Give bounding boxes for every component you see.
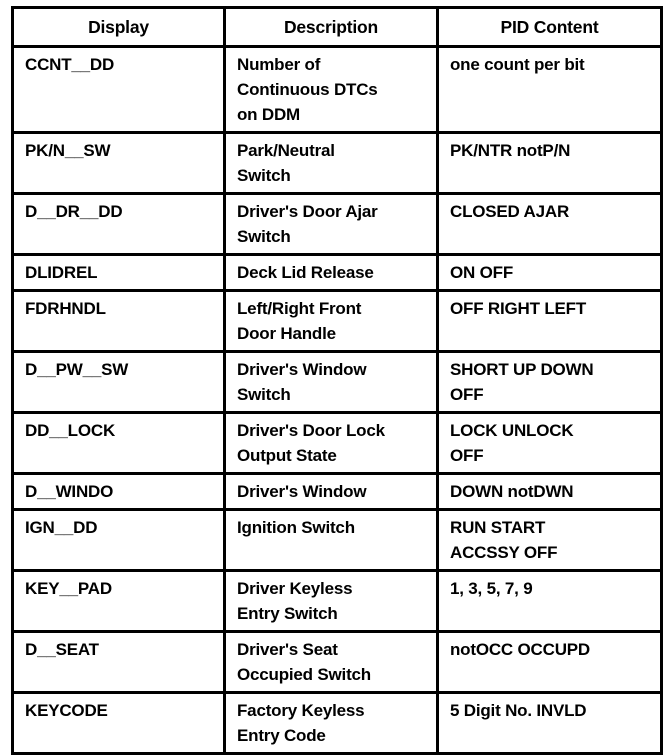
cell-display bbox=[13, 255, 225, 291]
table-row bbox=[13, 194, 662, 255]
cell-display-text: FDRHNDL bbox=[25, 299, 106, 318]
cell-display bbox=[13, 291, 225, 352]
cell-description bbox=[225, 194, 438, 255]
table-row bbox=[13, 133, 662, 194]
cell-pid-content-text: ON OFF bbox=[450, 263, 514, 282]
cell-description bbox=[225, 571, 438, 632]
cell-display-text: PK/N__SW bbox=[25, 141, 111, 160]
cell-description bbox=[225, 693, 438, 754]
cell-display bbox=[13, 510, 225, 571]
table-row bbox=[13, 47, 662, 133]
cell-pid-content-text: notOCC OCCUPD bbox=[450, 640, 590, 659]
cell-pid-content-text: RUN START ACCSSY OFF bbox=[450, 518, 558, 562]
cell-description bbox=[225, 510, 438, 571]
cell-display-text: KEY__PAD bbox=[25, 579, 112, 598]
cell-display bbox=[13, 47, 225, 133]
cell-pid-content-text: LOCK UNLOCK OFF bbox=[450, 421, 574, 465]
cell-display-text: CCNT__DD bbox=[25, 55, 115, 74]
cell-pid-content bbox=[438, 413, 662, 474]
cell-pid-content bbox=[438, 474, 662, 510]
table-row bbox=[13, 291, 662, 352]
cell-description bbox=[225, 632, 438, 693]
cell-description bbox=[225, 474, 438, 510]
cell-pid-content-text: SHORT UP DOWN OFF bbox=[450, 360, 594, 404]
pid-table bbox=[11, 6, 663, 755]
cell-description-text: Driver's Door Lock Output State bbox=[237, 421, 385, 465]
cell-pid-content-text: PK/NTR notP/N bbox=[450, 141, 571, 160]
cell-display-text: D__WINDO bbox=[25, 482, 114, 501]
cell-display bbox=[13, 571, 225, 632]
table-row bbox=[13, 474, 662, 510]
cell-display bbox=[13, 413, 225, 474]
cell-pid-content-text: DOWN notDWN bbox=[450, 482, 574, 501]
cell-display-text: KEYCODE bbox=[25, 701, 108, 720]
cell-display-text: D__DR__DD bbox=[25, 202, 123, 221]
cell-pid-content bbox=[438, 510, 662, 571]
cell-description-text: Driver's Window Switch bbox=[237, 360, 367, 404]
table-row bbox=[13, 255, 662, 291]
cell-description-text: Deck Lid Release bbox=[237, 263, 374, 282]
cell-pid-content bbox=[438, 291, 662, 352]
cell-pid-content bbox=[438, 194, 662, 255]
cell-pid-content bbox=[438, 133, 662, 194]
cell-description bbox=[225, 291, 438, 352]
cell-description-text: Number of Continuous DTCs on DDM bbox=[237, 55, 378, 124]
cell-pid-content-text: 1, 3, 5, 7, 9 bbox=[450, 579, 533, 598]
cell-description-text: Factory Keyless Entry Code bbox=[237, 701, 365, 745]
cell-display-text: DLIDREL bbox=[25, 263, 98, 282]
table-body bbox=[13, 47, 662, 754]
cell-description-text: Driver's Seat Occupied Switch bbox=[237, 640, 371, 684]
cell-pid-content-text: 5 Digit No. INVLD bbox=[450, 701, 587, 720]
cell-display bbox=[13, 352, 225, 413]
cell-description bbox=[225, 352, 438, 413]
cell-description-text: Driver Keyless Entry Switch bbox=[237, 579, 353, 623]
header-display: Display bbox=[13, 8, 225, 47]
cell-pid-content bbox=[438, 693, 662, 754]
cell-pid-content bbox=[438, 255, 662, 291]
cell-pid-content bbox=[438, 47, 662, 133]
cell-description bbox=[225, 255, 438, 291]
cell-display bbox=[13, 632, 225, 693]
cell-display bbox=[13, 474, 225, 510]
cell-display bbox=[13, 194, 225, 255]
cell-display-text: DD__LOCK bbox=[25, 421, 116, 440]
header-description: Description bbox=[225, 8, 438, 47]
cell-pid-content bbox=[438, 352, 662, 413]
cell-description-text: Left/Right Front Door Handle bbox=[237, 299, 362, 343]
cell-display bbox=[13, 133, 225, 194]
header-pid-content: PID Content bbox=[438, 8, 662, 47]
table-row bbox=[13, 693, 662, 754]
cell-pid-content bbox=[438, 632, 662, 693]
cell-description-text: Ignition Switch bbox=[237, 518, 355, 537]
cell-pid-content-text: CLOSED AJAR bbox=[450, 202, 570, 221]
cell-pid-content bbox=[438, 571, 662, 632]
table-row bbox=[13, 632, 662, 693]
cell-description bbox=[225, 133, 438, 194]
cell-display-text: D__PW__SW bbox=[25, 360, 129, 379]
table-row bbox=[13, 352, 662, 413]
table-header-row bbox=[13, 8, 662, 47]
cell-description-text: Driver's Window bbox=[237, 482, 367, 501]
cell-display-text: IGN__DD bbox=[25, 518, 98, 537]
table-row bbox=[13, 571, 662, 632]
cell-description-text: Driver's Door Ajar Switch bbox=[237, 202, 378, 246]
cell-pid-content-text: OFF RIGHT LEFT bbox=[450, 299, 587, 318]
cell-description bbox=[225, 47, 438, 133]
cell-display bbox=[13, 693, 225, 754]
cell-pid-content-text: one count per bit bbox=[450, 55, 585, 74]
cell-description bbox=[225, 413, 438, 474]
table-row bbox=[13, 510, 662, 571]
cell-description-text: Park/Neutral Switch bbox=[237, 141, 335, 185]
cell-display-text: D__SEAT bbox=[25, 640, 99, 659]
table-row bbox=[13, 413, 662, 474]
